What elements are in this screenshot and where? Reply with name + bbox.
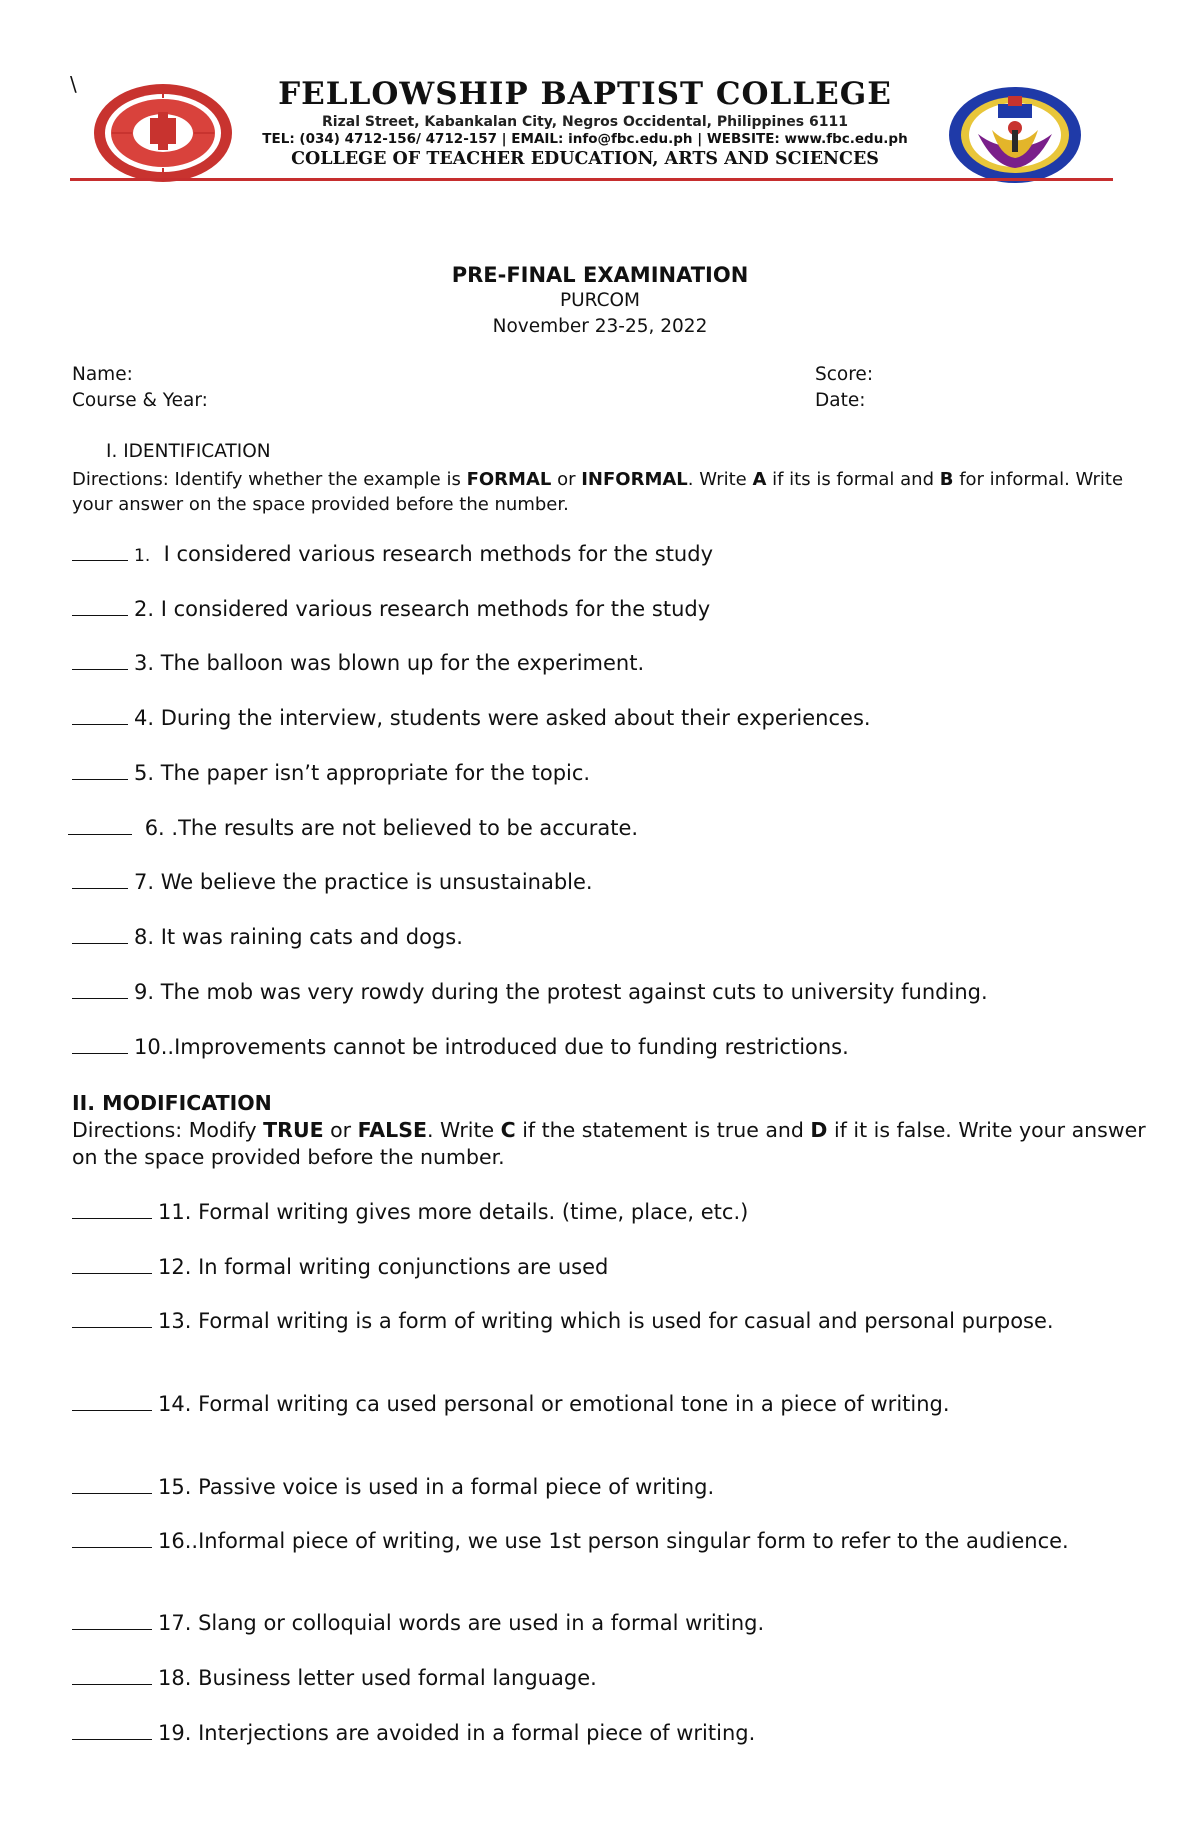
question-item: 16..Informal piece of writing, we use 1st person singular form to refer to the audience. [72,1527,1152,1555]
question-item: 1. I considered various research methods for the study [72,540,1152,570]
college-name: FELLOWSHIP BAPTIST COLLEGE [278,76,892,112]
answer-blank[interactable] [72,1529,152,1548]
college-department: COLLEGE OF TEACHER EDUCATION, ARTS AND SCIENCES [291,149,879,169]
question-item: 19. Interjections are avoided in a formal piece of writing. [72,1719,1152,1747]
answer-blank[interactable] [72,1035,128,1054]
answer-blank[interactable] [72,1309,152,1328]
answer-blank[interactable] [72,1200,152,1219]
answer-blank[interactable] [72,980,128,999]
department-seal-logo [948,86,1082,184]
exam-subject: PURCOM [559,290,641,311]
answer-blank[interactable] [72,925,128,944]
question-item: 2. I considered various research methods for the study [72,595,1152,623]
question-item: 5. The paper isn’t appropriate for the topic. [72,759,1152,787]
exam-title: PRE-FINAL EXAMINATION [451,263,749,287]
course-year-label: Course & Year: [72,390,208,411]
question-item: 14. Formal writing ca used personal or emotional tone in a piece of writing. [72,1390,1152,1418]
answer-blank[interactable] [72,1255,152,1274]
section-2-title: II. MODIFICATION [72,1091,272,1115]
question-item: 18. Business letter used formal language. [72,1664,1152,1692]
question-item: 10..Improvements cannot be introduced due to funding restrictions. [72,1033,1152,1061]
answer-blank[interactable] [72,542,128,561]
date-label: Date: [815,390,866,411]
answer-blank[interactable] [72,706,128,725]
question-item: 11. Formal writing gives more details. (time, place, etc.) [72,1198,1152,1226]
question-item: 6. .The results are not believed to be accurate. [68,814,1148,842]
answer-blank[interactable] [72,870,128,889]
answer-blank[interactable] [72,651,128,670]
question-item: 3. The balloon was blown up for the experiment. [72,649,1152,677]
answer-blank[interactable] [72,597,128,616]
college-contact: TEL: (034) 4712-156/ 4712-157 | EMAIL: info@fbc.edu.ph | WEBSITE: www.fbc.edu.ph [262,131,908,147]
question-item: 7. We believe the practice is unsustainable. [72,868,1152,896]
exam-date: November 23-25, 2022 [492,316,708,337]
score-label: Score: [815,364,874,385]
question-item: 12. In formal writing conjunctions are used [72,1253,1152,1281]
question-item: 17. Slang or colloquial words are used in a formal writing. [72,1609,1152,1637]
answer-blank[interactable] [72,1721,152,1740]
answer-blank[interactable] [72,1666,152,1685]
college-address: Rizal Street, Kabankalan City, Negros Occidental, Philippines 6111 [322,114,848,130]
question-item: 13. Formal writing is a form of writing which is used for casual and personal purpose. [72,1307,1152,1335]
section-1-directions: Directions: Identify whether the example is FORMAL or INFORMAL. Write A if its is formal and B for informal. Write your answer on the space provided before the number. [72,469,1124,515]
answer-blank[interactable] [72,1475,152,1494]
stray-mark: \ [70,72,77,96]
section-2-directions: Directions: Modify TRUE or FALSE. Write C if the statement is true and D if it is false. Write your answer on the space provided before the number. [72,1118,1146,1169]
answer-blank[interactable] [68,816,132,835]
answer-blank[interactable] [72,1392,152,1411]
answer-blank[interactable] [72,761,128,780]
section-1-title: I. IDENTIFICATION [106,441,271,462]
answer-blank[interactable] [72,1611,152,1630]
header-divider [70,178,1113,181]
question-item: 9. The mob was very rowdy during the protest against cuts to university funding. [72,978,1152,1006]
name-label: Name: [72,364,133,385]
question-item: 4. During the interview, students were asked about their experiences. [72,704,1152,732]
college-seal-logo [92,82,234,184]
question-item: 15. Passive voice is used in a formal piece of writing. [72,1473,1152,1501]
question-item: 8. It was raining cats and dogs. [72,923,1152,951]
